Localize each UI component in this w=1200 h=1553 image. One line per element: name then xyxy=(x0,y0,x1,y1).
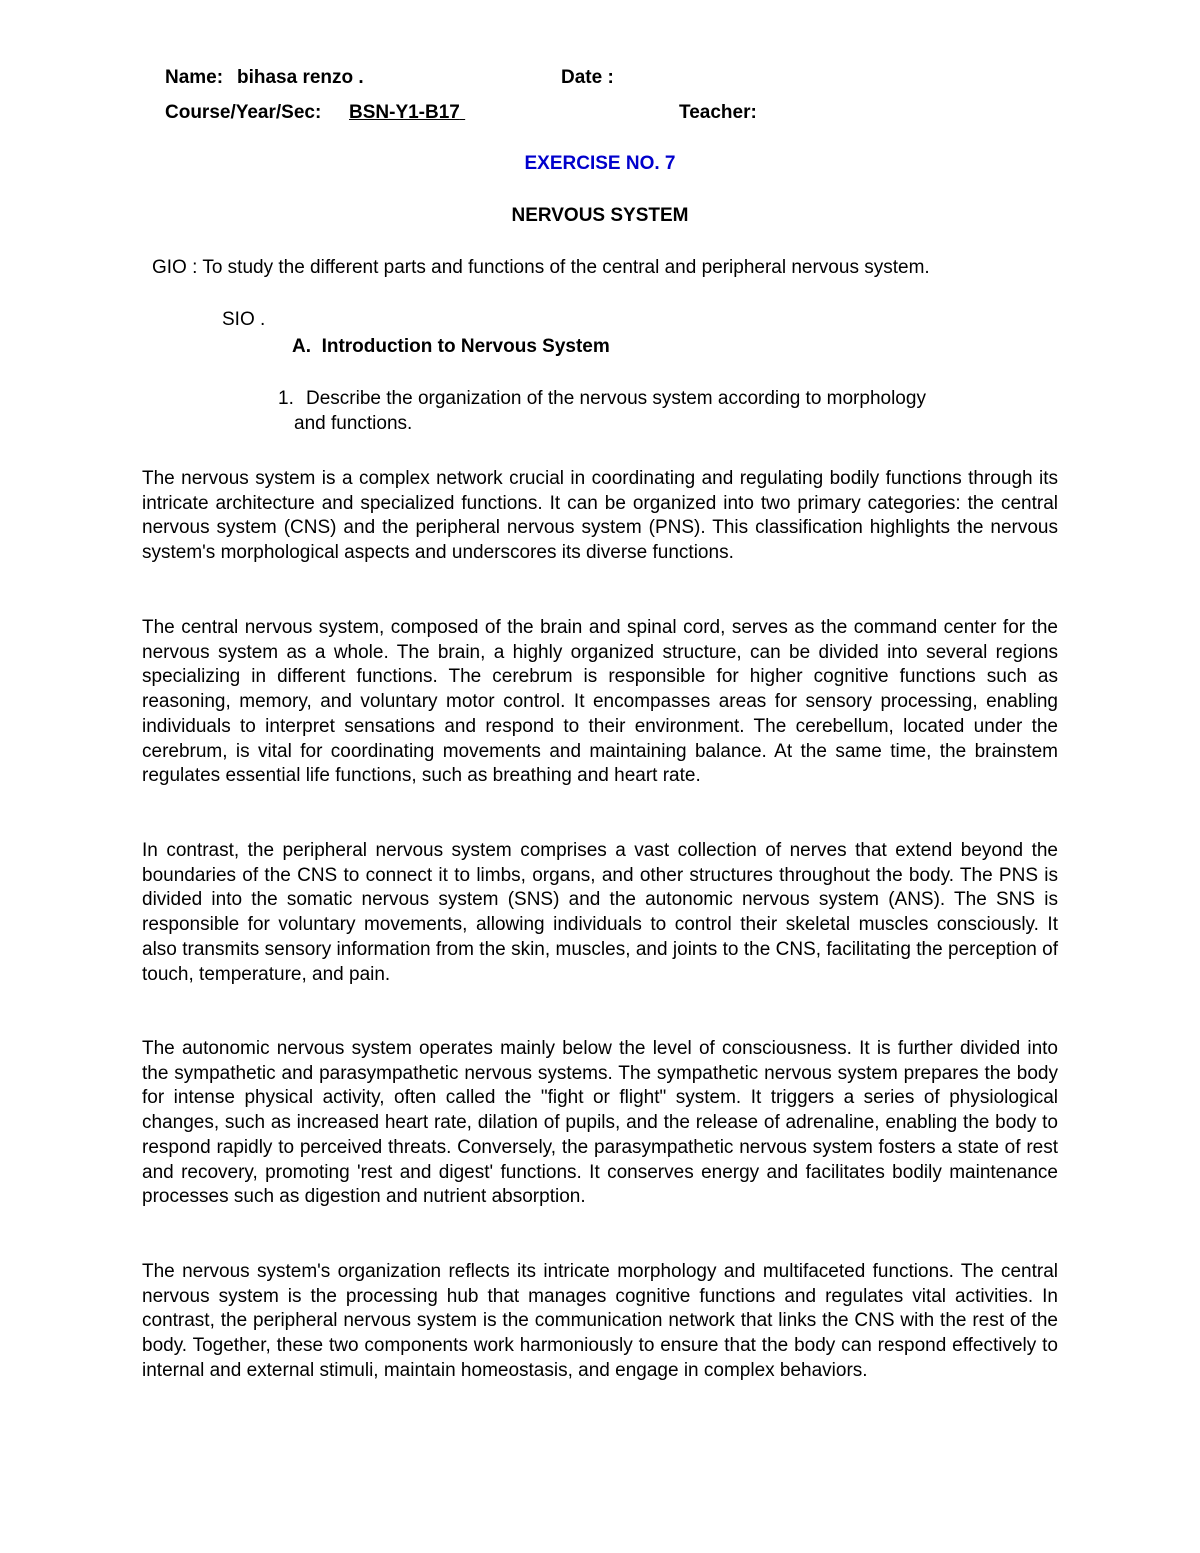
paragraph-5: The nervous system's organization reflects its intricate morphology and multifaceted functions. The central nervous system is the processing hub that manages cognitive functions and regulates vital activities. In contrast, the peripheral nervous system is the communication network that links the CNS with the rest of the body. Together, these two components work harmoniously to ensure that the body can respond effectively to internal and external stimuli, maintain homeostasis, and engage in complex behaviors. xyxy=(142,1261,1058,1381)
question-line-1: Describe the organization of the nervous system according to morphology xyxy=(306,388,926,409)
paragraph-2: The central nervous system, composed of the brain and spinal cord, serves as the command center for the nervous system as a whole. The brain, a highly organized structure, can be divided into several regions specializing in different functions. The cerebrum is responsible for higher cognitive functions such as reasoning, memory, and voluntary motor control. It encompasses areas for sensory processing, enabling individuals to interpret sensations and respond to their environment. The cerebellum, located under the cerebrum, is vital for coordinating movements and maintaining balance. At the same time, the brainstem regulates essential life functions, such as breathing and heart rate. xyxy=(142,617,1058,787)
teacher-label: Teacher: xyxy=(679,102,757,123)
exercise-title: EXERCISE NO. 7 xyxy=(524,153,676,174)
course-value-text: BSN-Y1-B17 xyxy=(349,102,460,123)
date-label: Date : xyxy=(561,67,614,88)
topic-title: NERVOUS SYSTEM xyxy=(511,205,689,226)
question-line-2: and functions. xyxy=(294,413,413,434)
paragraph-4: The autonomic nervous system operates mainly below the level of consciousness. It is further divided into the sympathetic and parasympathetic nervous systems. The sympathetic nervous system prepares the body for intense physical activity, often called the "fight or flight" system. It triggers a series of physiological changes, such as increased heart rate, dilation of pupils, and the release of adrenaline, enabling the body to respond rapidly to perceived threats. Conversely, the parasympathetic nervous system fosters a state of rest and recovery, promoting 'rest and digest' functions. It conserves energy and facilitates bodily maintenance processes such as digestion and nutrient absorption. xyxy=(142,1038,1058,1208)
gio-statement: GIO : To study the different parts and functions of the central and peripheral nervous system. xyxy=(152,257,930,278)
name-label: Name: xyxy=(165,67,224,88)
section-letter: A. xyxy=(292,336,311,357)
section-heading xyxy=(292,336,610,358)
section-title: Introduction to Nervous System xyxy=(321,336,610,357)
sio-label: SIO . xyxy=(222,309,266,330)
paragraph-1: The nervous system is a complex network crucial in coordinating and regulating bodily functions through its intricate architecture and specialized functions. It can be organized into two primary categories: the central nervous system (CNS) and the peripheral nervous system (PNS). This classification highlights the nervous system's morphological aspects and underscores its diverse functions. xyxy=(142,468,1058,564)
paragraph-3: In contrast, the peripheral nervous system comprises a vast collection of nerves that extend beyond the boundaries of the CNS to connect it to limbs, organs, and other structures throughout the body. The PNS is divided into the somatic nervous system (SNS) and the autonomic nervous system (ANS). The SNS is responsible for voluntary movements, allowing individuals to control their skeletal muscles consciously. It also transmits sensory information from the skin, muscles, and joints to the CNS, facilitating the perception of touch, temperature, and pain. xyxy=(142,840,1058,985)
course-value xyxy=(349,102,465,124)
name-value-text: bihasa renzo . xyxy=(237,67,364,88)
question-number: 1. xyxy=(278,388,294,409)
objective-question xyxy=(278,386,1018,436)
name-value xyxy=(237,67,364,89)
course-label: Course/Year/Sec: xyxy=(165,102,322,123)
